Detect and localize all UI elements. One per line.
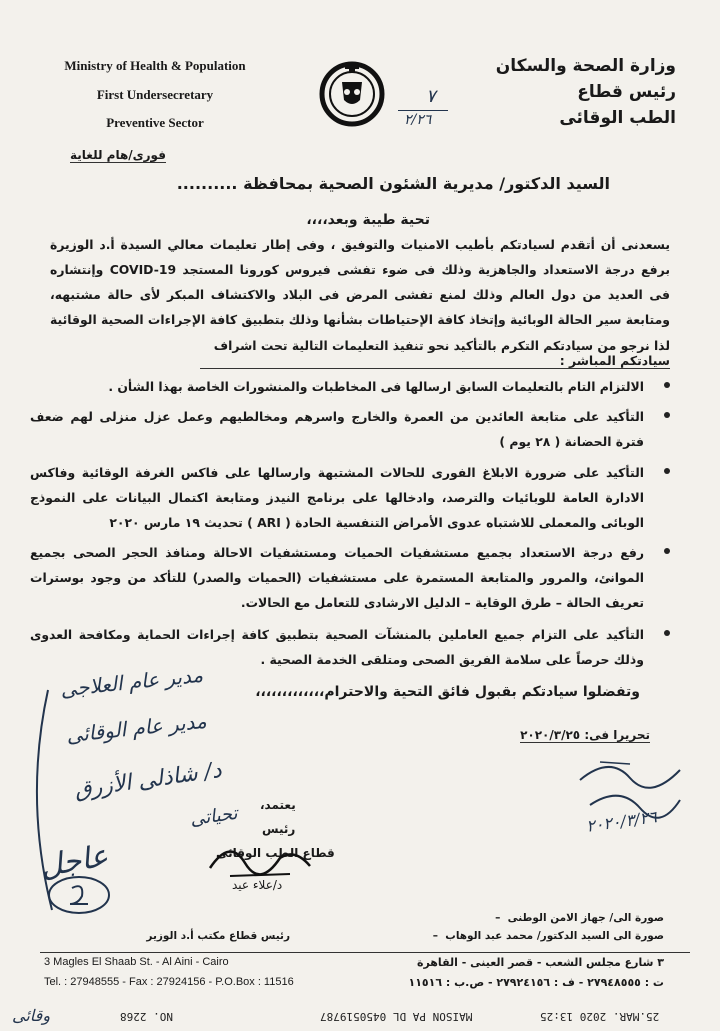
approve-label: يعتمد،	[260, 798, 296, 812]
bullet-item: الالتزام التام بالتعليمات السابق ارسالها فى المخاطبات والمنشورات الخاصة بهذا الشأن .	[30, 374, 670, 399]
bullet-item: التأكيد على التزام جميع العاملين بالمنشآت الصحية بتطبيق كافة إجراءات الحماية ومكافحة العدوى وذلك حرصاً على سلامة الفريق الصحى ومتلقى الخدمة الصحية .	[30, 622, 670, 672]
copy-role: رئيس قطاع مكتب أ.د الوزير	[146, 930, 290, 942]
ministry-seal-icon	[316, 56, 388, 128]
footer-contact-en: Tel. : 27948555 - Fax : 27924156 - P.O.Box : 11516	[44, 976, 294, 988]
footer-divider	[40, 952, 690, 953]
bullet-dot-icon	[664, 468, 670, 474]
bullet-dot-icon	[664, 382, 670, 388]
copy-line-security: صورة الى/ جهاز الامن الوطنى –	[495, 912, 664, 924]
right-signature-date: ٢٠٢٠/٣/٢٦	[585, 807, 658, 836]
closing-line: وتفضلوا سيادتكم بقبول فائق التحية والاحترام،،،،،،،،،،،،،	[255, 684, 640, 700]
fax-page-number: NO. 2268	[120, 1010, 173, 1023]
footer-address-ar: ٣ شارع مجلس الشعب - قصر العينى - القاهرة	[416, 956, 664, 969]
date-value: ٢٠٢٠/٣/٢٥	[520, 728, 581, 742]
fax-handwritten-note: وقائى	[12, 1006, 51, 1025]
addressee: السيد الدكتور/ مديرية الشئون الصحية بمحافظة ..........	[176, 174, 610, 193]
preventive-medicine-ar: الطب الوقائى	[559, 108, 676, 128]
bullet-dot-icon	[664, 548, 670, 554]
ministry-name-en: Ministry of Health & Population	[64, 58, 246, 73]
ref-date: ٢/٢٦	[404, 112, 432, 128]
bullet-item: التأكيد على متابعة العائدين من العمرة والخارج واسرهم ومخالطيهم وعمل عزل منزلى لهم ضعف فترة الحضانة ( ٢٨ يوم )	[30, 404, 670, 454]
request-line: لذا نرجو من سيادتكم التكرم بالتأكيد نحو تنفيذ التعليمات التالية تحت اشراف سيادتكم المباشر :	[200, 338, 670, 369]
copy-line-doctor: صورة الى السيد الدكتور/ محمد عبد الوهاب –	[432, 930, 664, 942]
ministry-name-ar: وزارة الصحة والسكان	[495, 56, 676, 76]
fax-header-strip	[0, 1004, 720, 1031]
undersecretary-en: First Undersecretary	[96, 87, 214, 102]
handwritten-note-preventive: مدير عام الوقائى	[65, 708, 208, 748]
margin-stroke-icon	[18, 680, 58, 920]
approver-name: د/علاء عيد	[232, 878, 283, 892]
ref-divider	[398, 110, 448, 111]
handwritten-greeting: تحياتى	[188, 802, 239, 831]
footer-address-en: 3 Magles El Shaab St. - Al Aini - Cairo	[44, 956, 229, 968]
footer-contact-ar: ت : ٢٧٩٤٨٥٥٥ - ف : ٢٧٩٢٤١٥٦ - ص.ب : ١١٥١٦	[408, 976, 664, 989]
fax-sender-id: MAISON PA DL 0450519787	[320, 1010, 473, 1023]
ref-number: ٧	[426, 86, 436, 107]
intro-paragraph: يسعدنى أن أتقدم لسيادتكم بأطيب الامنيات والتوفيق ، وفى إطار تعليمات معالي السيدة أ.د الوزيرة برفع درجة الاستعداد والجاهزية وذلك فى ضوء تفشى فيروس كورونا المستجد COVID-19 وإنتشاره فى العديد من دول العالم وذلك لمنع تفشى المرض فى البلاد والاكتشاف المبكر لأى حالة مشتبهه، ومتابعة سير الحالة الوبائية وإتخاذ كافة الإحتياطات بشأنها وذلك بتطبيق كافة الإجراءات الصحية الوقائية	[50, 237, 670, 327]
sector-head-ar: رئيس قطاع	[577, 82, 676, 102]
bullet-item: التأكيد على ضرورة الابلاغ الفورى للحالات المشتبهة وارسالها على فاكس الغرفة الوقائية وفاكس الادارة العامة للوبائيات والترصد، وادخالها على برنامج النيدز ومتابعة اكتمال البيانات على النموذج الوبائى والمعملى للاشتباه عدوى الأمراض التنفسية الحادة ( ARI ) تحديث ١٩ مارس ٢٠٢٠	[30, 460, 670, 535]
issue-date	[520, 728, 650, 743]
bullet-item: رفع درجة الاستعداد بجميع مستشفيات الحميات ومستشفيات الاحالة ومنافذ الحجر الصحى بجميع الموانئ، والمرور والمتابعة المستمرة على مستشفيات (الحميات والصدر) للتأكد من وجود بوسترات تعريف الحالة – طرق الوقاية – الدليل الارشادى للتعامل مع الحالات.	[30, 540, 670, 615]
handwritten-note-name: د/ شاذلى الأزرق	[72, 757, 224, 804]
bullet-dot-icon	[664, 630, 670, 636]
signature-icon	[200, 828, 320, 888]
sector-en: Preventive Sector	[106, 115, 204, 130]
greeting: تحية طيبة وبعد،،،،	[306, 212, 430, 228]
handwritten-note-urgent: عاجل	[37, 838, 111, 885]
approver-title: رئيس	[262, 822, 296, 836]
handwritten-note-curative: مدير عام العلاجى	[59, 662, 205, 702]
fax-timestamp: 25.MAR. 2020 13:25	[540, 1010, 660, 1023]
approver-sector: قطاع الطب الوقائى	[216, 846, 335, 860]
urgent-label: فورى/هام للغاية	[70, 148, 166, 162]
bullet-dot-icon	[664, 412, 670, 418]
date-label: تحريرا فى:	[584, 728, 650, 742]
